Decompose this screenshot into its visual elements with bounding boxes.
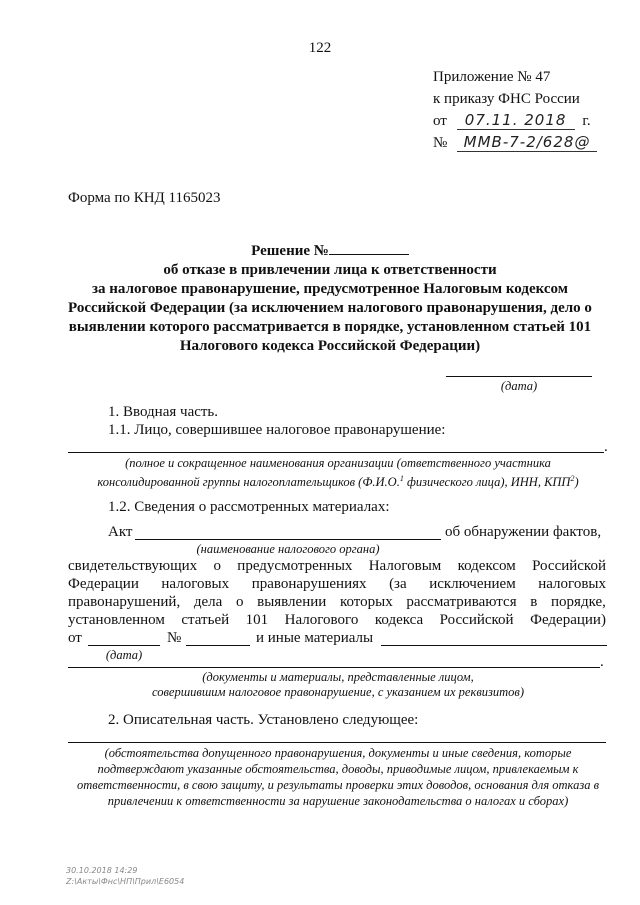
circumstances-caption-line-1: (обстоятельства допущенного правонарушения, документы и иные сведения, которые bbox=[104, 746, 572, 760]
materials-number-line bbox=[186, 645, 250, 646]
paragraph-word: Налоговым bbox=[368, 558, 442, 574]
person-caption-part-b: физического лица), ИНН, КПП bbox=[403, 475, 571, 490]
act-suffix: об обнаружении фактов, bbox=[445, 524, 602, 540]
section-1-2-heading: 1.2. Сведения о рассмотренных материалах: bbox=[108, 499, 390, 515]
paragraph-word: исключением bbox=[429, 576, 516, 592]
decision-number-blank bbox=[329, 240, 409, 255]
person-caption-part-c: ) bbox=[574, 475, 579, 490]
appendix-date-row bbox=[433, 110, 597, 132]
paragraph-word: свидетельствующих bbox=[68, 558, 198, 574]
page-number: 122 bbox=[308, 40, 332, 56]
paragraph-word: порядке, bbox=[551, 594, 606, 610]
title-line-2: об отказе в привлечении лица к ответственности bbox=[163, 262, 497, 278]
documents-line-dot: . bbox=[600, 654, 604, 670]
title-line-4: Российской Федерации (за исключением налогового правонарушения, дело о bbox=[68, 300, 592, 316]
circumstances-line bbox=[68, 742, 606, 743]
title-line-3: за налоговое правонарушение, предусмотренное Налоговым кодексом bbox=[92, 281, 568, 297]
paragraph-word: статьей bbox=[181, 612, 230, 628]
person-line-dot: . bbox=[604, 439, 608, 455]
footer-timestamp: 30.10.2018 14:29 bbox=[66, 866, 138, 875]
paragraph-line-4 bbox=[68, 612, 606, 629]
circumstances-caption-line-3: ответственности, в свою защиту, и результаты проверки этих доводов, основания для отказа в bbox=[76, 778, 599, 792]
paragraph-word: кодексом bbox=[457, 558, 516, 574]
title-decision-label: Решение № bbox=[251, 243, 329, 259]
person-caption-line-2 bbox=[60, 470, 616, 491]
paragraph-word: рассматриваются bbox=[406, 594, 517, 610]
paragraph-word: которых bbox=[339, 594, 393, 610]
title-line-1 bbox=[60, 240, 600, 261]
other-materials-label: и иные материалы bbox=[256, 630, 374, 646]
person-name-line bbox=[68, 452, 604, 453]
paragraph-word: правонарушений, bbox=[68, 594, 181, 610]
authority-caption: (наименование налогового органа) bbox=[196, 542, 380, 556]
circumstances-caption-line-2: подтверждают указанные обстоятельства, доводы, приводимые лицом, привлекаемым к bbox=[97, 762, 579, 776]
paragraph-word: дела bbox=[193, 594, 223, 610]
title-line-6: Налогового кодекса Российской Федерации) bbox=[179, 338, 481, 354]
other-materials-line bbox=[381, 645, 607, 646]
paragraph-word: правонарушениях bbox=[251, 576, 367, 592]
section-1-1-heading: 1.1. Лицо, совершившее налоговое правонарушение: bbox=[108, 422, 446, 438]
decision-title bbox=[60, 240, 600, 356]
paragraph-word: установленном bbox=[68, 612, 165, 628]
person-caption-line-1: (полное и сокращенное наименования организации (ответственного участника bbox=[125, 456, 551, 470]
title-line-5: выявлении которого рассматривается в порядке, установленном статьей 101 bbox=[68, 319, 592, 335]
appendix-line-2: к приказу ФНС России bbox=[433, 91, 580, 107]
form-code: Форма по КНД 1165023 bbox=[68, 190, 221, 206]
materials-number-label: № bbox=[167, 630, 182, 646]
act-label: Акт bbox=[108, 524, 133, 540]
footer-file-path: Z:\Акты\Фнс\НП\Прил\E6054 bbox=[66, 877, 185, 886]
materials-date-line bbox=[88, 645, 160, 646]
paragraph-word: о bbox=[213, 558, 221, 574]
paragraph-word: предусмотренных bbox=[237, 558, 353, 574]
footnote-ref-1: 1 bbox=[399, 474, 404, 483]
appendix-line-1: Приложение № 47 bbox=[433, 69, 551, 85]
paragraph-word: кодекса bbox=[374, 612, 424, 628]
paragraph-word: Российской bbox=[439, 612, 514, 628]
documents-caption-line-1: (документы и материалы, представленные лицом, bbox=[202, 670, 474, 684]
circumstances-caption-line-4: привлечении к ответственности за нарушение законодательства о налогах и сборах) bbox=[107, 794, 569, 808]
act-authority-line bbox=[135, 539, 441, 540]
paragraph-word: Федерации bbox=[68, 576, 139, 592]
paragraph-word: Налогового bbox=[284, 612, 359, 628]
appendix-date-suffix: г. bbox=[582, 113, 591, 129]
paragraph-word: Российской bbox=[532, 558, 606, 574]
materials-date-caption: (дата) bbox=[105, 648, 143, 662]
paragraph-word: налоговых bbox=[161, 576, 230, 592]
appendix-number-prefix: № bbox=[433, 135, 448, 151]
from-label: от bbox=[68, 630, 82, 646]
decision-date-caption: (дата) bbox=[500, 379, 538, 393]
paragraph-word: о bbox=[235, 594, 244, 610]
paragraph-line-2 bbox=[68, 576, 606, 593]
documents-caption-line-2: совершившим налоговое правонарушение, с указанием их реквизитов) bbox=[152, 685, 524, 699]
documents-line bbox=[68, 667, 600, 668]
appendix-number-handwritten: ММВ-7-2/628@ bbox=[457, 134, 597, 152]
paragraph-line-3 bbox=[68, 594, 606, 611]
decision-date-line bbox=[446, 376, 592, 377]
person-caption-part-a: консолидированной группы налогоплательщиков (Ф.И.О. bbox=[97, 475, 400, 490]
appendix-block bbox=[433, 66, 597, 154]
paragraph-line-1 bbox=[68, 558, 606, 575]
paragraph-word: (за bbox=[389, 576, 407, 592]
appendix-date-handwritten: 07.11. 2018 bbox=[457, 112, 575, 130]
section-2-heading: 2. Описательная часть. Установлено следующее: bbox=[108, 712, 419, 728]
paragraph-word: налоговых bbox=[538, 576, 606, 592]
appendix-number-row bbox=[433, 132, 597, 154]
section-1-heading: 1. Вводная часть. bbox=[108, 404, 219, 420]
paragraph-word: в bbox=[530, 594, 538, 610]
appendix-date-prefix: от bbox=[433, 113, 447, 129]
paragraph-word: 101 bbox=[245, 612, 269, 628]
paragraph-word: Федерации) bbox=[530, 612, 606, 628]
paragraph-word: выявлении bbox=[257, 594, 327, 610]
footnote-ref-2: 2 bbox=[570, 474, 575, 483]
